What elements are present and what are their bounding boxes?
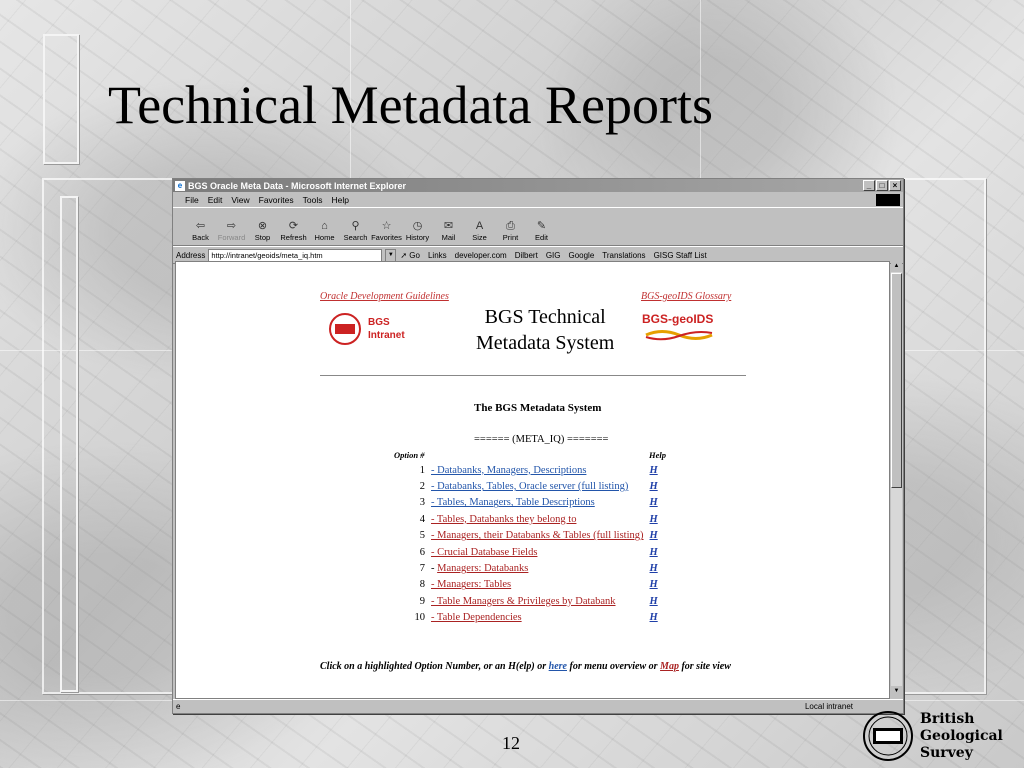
size-button[interactable]: A Size	[464, 219, 495, 245]
help-link[interactable]: H	[649, 513, 658, 525]
geoids-swirl-icon	[644, 328, 714, 342]
footer-text-3: for site view	[681, 661, 731, 672]
option-number[interactable]: 10	[414, 612, 425, 624]
help-column-header: Help	[649, 450, 666, 460]
option-link[interactable]: - Tables, Managers, Table Descriptions	[431, 497, 595, 509]
logo-line-geological: Geological	[920, 727, 1003, 744]
option-cell	[428, 577, 647, 593]
browser-window	[172, 178, 904, 714]
bgs-logo	[862, 710, 1003, 762]
close-button[interactable]: ×	[889, 180, 901, 191]
links-label: Links	[427, 250, 447, 260]
link-gisg-staff-list[interactable]: GISG Staff List	[653, 250, 707, 260]
option-column-header: Option #	[394, 450, 425, 460]
help-link[interactable]: H	[649, 481, 658, 493]
windows-logo-icon	[876, 194, 900, 206]
window-title: BGS Oracle Meta Data - Microsoft Internet Explorer	[188, 180, 407, 191]
help-link[interactable]: H	[649, 546, 658, 558]
option-number[interactable]: 3	[419, 497, 425, 509]
here-link[interactable]: here	[548, 661, 567, 672]
decorative-frame	[60, 196, 78, 692]
option-number[interactable]: 4	[419, 513, 425, 525]
option-number[interactable]: 1	[419, 464, 425, 476]
option-link[interactable]: - Databanks, Managers, Descriptions	[431, 464, 587, 476]
option-link[interactable]: - Managers, their Databanks & Tables (full listing)	[431, 530, 644, 542]
help-link[interactable]: H	[649, 563, 658, 575]
link-gig[interactable]: GIG	[545, 250, 561, 260]
menu-favorites[interactable]: Favorites	[258, 194, 294, 205]
vertical-scrollbar[interactable]	[891, 261, 902, 697]
back-button[interactable]: ⇦ Back	[185, 219, 216, 245]
help-link[interactable]: H	[649, 595, 658, 607]
option-row	[394, 593, 661, 609]
history-icon: ◷	[412, 220, 423, 232]
bgs-intranet-logo-icon	[328, 312, 362, 346]
header-title-line1: BGS Technical	[484, 306, 606, 328]
help-link[interactable]: H	[649, 612, 658, 624]
address-label: Address	[176, 250, 206, 260]
option-row	[394, 495, 661, 511]
edit-icon: ✎	[536, 220, 547, 232]
option-number[interactable]: 5	[419, 530, 425, 542]
status-bar	[173, 699, 903, 713]
address-input[interactable]: http://intranet/geoids/meta_iq.htm	[208, 249, 382, 262]
stop-icon: ⊗	[257, 220, 268, 232]
header-divider	[320, 375, 746, 376]
option-cell	[428, 593, 647, 609]
option-link[interactable]: - Table Managers & Privileges by Databank	[431, 595, 616, 607]
option-link[interactable]: - Tables, Databanks they belong to	[431, 513, 577, 525]
option-cell	[428, 495, 647, 511]
edit-button[interactable]: ✎ Edit	[526, 219, 557, 245]
footer-instructions	[320, 660, 760, 673]
option-row	[394, 610, 661, 626]
option-cell	[428, 478, 647, 494]
back-arrow-icon: ⇦	[195, 220, 206, 232]
home-icon: ⌂	[321, 220, 328, 232]
menu-tools[interactable]: Tools	[302, 194, 323, 205]
footer-text-1: Click on a highlighted Option Number, or an H(elp) or	[320, 661, 547, 672]
option-link[interactable]: - Managers: Tables	[431, 579, 512, 591]
map-link[interactable]: Map	[660, 661, 679, 672]
link-translations[interactable]: Translations	[602, 250, 646, 260]
option-row	[394, 560, 661, 576]
maximize-button[interactable]: □	[876, 180, 888, 191]
slide-title: Technical Metadata Reports	[108, 75, 713, 135]
browser-titlebar	[173, 179, 903, 192]
page-status-icon: e	[176, 702, 181, 711]
menu-help[interactable]: Help	[331, 194, 349, 205]
print-icon: ⎙	[506, 220, 515, 232]
option-cell	[428, 610, 647, 626]
option-prefix: -	[431, 563, 438, 575]
option-cell	[428, 462, 647, 478]
mail-button[interactable]: ✉ Mail	[433, 219, 464, 245]
option-link[interactable]: Managers: Databanks	[437, 563, 529, 575]
mail-icon: ✉	[443, 220, 454, 232]
ie-logo-icon: e	[175, 181, 185, 191]
search-button[interactable]: ⚲ Search	[340, 219, 371, 245]
forward-arrow-icon: ⇨	[226, 220, 237, 232]
font-size-icon: A	[475, 220, 484, 232]
oracle-guidelines-link[interactable]: Oracle Development Guidelines	[320, 291, 449, 302]
help-link[interactable]: H	[649, 530, 658, 542]
option-row	[394, 478, 661, 494]
option-link[interactable]: - Databanks, Tables, Oracle server (full listing)	[431, 481, 629, 493]
page-content	[175, 261, 890, 699]
link-dilbert[interactable]: Dilbert	[514, 250, 538, 260]
geoids-logo: BGS-geoIDS	[642, 312, 714, 326]
option-row	[394, 511, 661, 527]
zone-status: Local intranet	[804, 702, 853, 711]
address-dropdown-button[interactable]: ▼	[385, 249, 396, 262]
toolbar	[173, 208, 903, 246]
option-row	[394, 544, 661, 560]
header-title-line2: Metadata System	[476, 332, 615, 354]
scroll-down-arrow-icon[interactable]: ▼	[891, 686, 902, 697]
option-cell	[428, 560, 647, 576]
option-number[interactable]: 6	[419, 546, 425, 558]
help-link[interactable]: H	[649, 579, 658, 591]
option-cell	[428, 511, 647, 527]
option-cell	[428, 528, 647, 544]
go-label: Go	[409, 250, 420, 260]
option-number[interactable]: 9	[419, 595, 425, 607]
option-cell	[428, 544, 647, 560]
logo-line-survey: Survey	[920, 744, 973, 761]
link-google[interactable]: Google	[568, 250, 595, 260]
help-link[interactable]: H	[649, 497, 658, 509]
option-number[interactable]: 2	[419, 481, 425, 493]
options-table	[394, 462, 661, 626]
decorative-frame	[43, 34, 79, 164]
option-row	[394, 577, 661, 593]
bgs-seal-icon	[862, 710, 914, 762]
stop-button[interactable]: ⊗ Stop	[247, 219, 278, 245]
menu-bar	[173, 192, 903, 208]
glossary-link[interactable]: BGS-geoIDS Glossary	[641, 291, 732, 302]
logo-line-british: British	[920, 710, 975, 727]
print-button[interactable]: ⎙ Print	[495, 219, 526, 245]
go-button[interactable]: ➚ Go	[400, 250, 420, 260]
menu-edit[interactable]: Edit	[207, 194, 223, 205]
favorites-button[interactable]: ☆ Favorites	[371, 220, 402, 242]
option-number[interactable]: 8	[419, 579, 425, 591]
footer-text-2: for menu overview or	[569, 661, 658, 672]
option-link[interactable]: - Table Dependencies	[431, 612, 522, 624]
refresh-button[interactable]: ⟳ Refresh	[278, 219, 309, 245]
scroll-up-arrow-icon[interactable]: ▲	[891, 261, 902, 272]
bgs-intranet-label-2: Intranet	[368, 330, 405, 341]
history-button[interactable]: ◷ History	[402, 219, 433, 245]
refresh-icon: ⟳	[288, 220, 299, 232]
option-row	[394, 528, 661, 544]
search-icon: ⚲	[351, 220, 360, 232]
help-link[interactable]: H	[649, 464, 658, 476]
page-number: 12	[502, 733, 520, 753]
home-button[interactable]: ⌂ Home	[309, 219, 340, 245]
option-link[interactable]: - Crucial Database Fields	[431, 546, 538, 558]
bgs-intranet-label-1: BGS	[368, 317, 390, 328]
menu-file[interactable]: File	[185, 194, 199, 205]
meta-tag: ====== (META_IQ) =======	[474, 434, 609, 445]
option-number[interactable]: 7	[419, 563, 425, 575]
minimize-button[interactable]: _	[863, 180, 875, 191]
favorites-icon: ☆	[381, 220, 392, 232]
link-developer[interactable]: developer.com	[454, 250, 507, 260]
scrollbar-thumb[interactable]	[891, 273, 902, 488]
forward-button[interactable]: ⇨ Forward	[217, 220, 246, 242]
option-row	[394, 462, 661, 478]
section-title: The BGS Metadata System	[474, 402, 602, 414]
menu-view[interactable]: View	[231, 194, 250, 205]
